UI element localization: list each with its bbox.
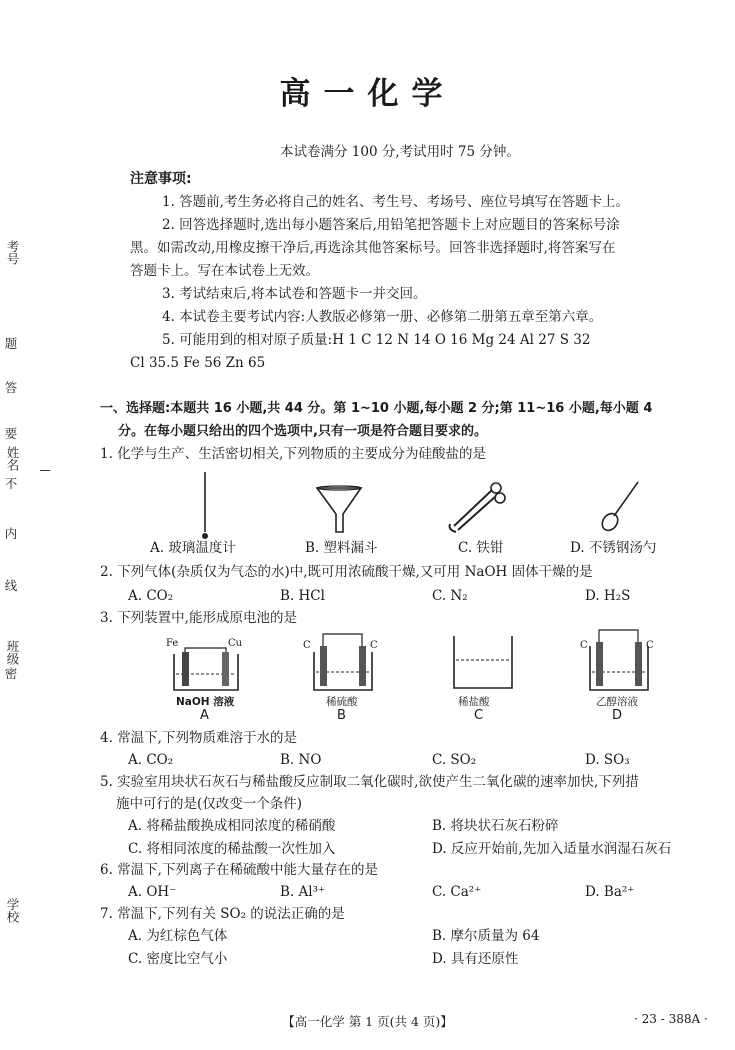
cell-a-right-electrode: Cu <box>228 638 243 649</box>
q7-option-a: A. 为红棕色气体 <box>128 928 228 944</box>
cell-b-right-electrode: C <box>370 640 378 651</box>
side-char-feng: 密 <box>4 666 18 681</box>
side-char-xian: 线 <box>4 578 18 593</box>
notice-line-7: 5. 可能用到的相对原子质量:H 1 C 12 N 14 O 16 Mg 24 Al 27 S 32 <box>162 332 591 348</box>
q1-option-c: C. 铁钳 <box>458 540 504 556</box>
notice-line-8: Cl 35.5 Fe 56 Zn 65 <box>130 355 266 371</box>
side-xingming-label: 姓名 <box>5 446 20 471</box>
q7-option-b: B. 摩尔质量为 64 <box>432 928 540 944</box>
q7-stem: 7. 常温下,下列有关 SO₂ 的说法正确的是 <box>100 906 345 922</box>
side-char-bu: 不 <box>4 476 18 491</box>
cell-d-letter: D <box>612 708 623 723</box>
side-banji-label: 班级 <box>5 640 20 665</box>
q2-stem: 2. 下列气体(杂质仅为气态的水)中,既可用浓硫酸干燥,又可用 NaOH 固体干燥的是 <box>100 564 593 580</box>
q7-option-c: C. 密度比空气小 <box>128 951 228 967</box>
notice-line-1: 1. 答题前,考生务必将自己的姓名、考生号、考场号、座位号填写在答题卡上。 <box>162 194 629 210</box>
spoon-icon <box>600 480 644 532</box>
q4-stem: 4. 常温下,下列物质难溶于水的是 <box>100 730 297 746</box>
page-title: 高一化学 <box>279 76 456 112</box>
cell-b-letter: B <box>337 708 346 723</box>
cell-a-letter: A <box>200 708 209 723</box>
side-char-da: 答 <box>4 380 18 395</box>
tongs-icon <box>446 478 506 532</box>
q4-option-d: D. SO₃ <box>585 752 630 768</box>
notice-heading: 注意事项: <box>130 171 192 187</box>
section-heading-line-1: 一、选择题:本题共 16 小题,共 44 分。第 1~10 小题,每小题 2 分;第 11~16 小题,每小题 4 <box>100 401 653 416</box>
side-mark-line <box>40 470 50 471</box>
q5-stem-line-1: 5. 实验室用块状石灰石与稀盐酸反应制取二氧化碳时,欲使产生二氧化碳的速率加快,下列措 <box>100 774 639 790</box>
q4-option-c: C. SO₂ <box>432 752 477 768</box>
notice-line-2: 2. 回答选择题时,选出每小题答案后,用铅笔把答题卡上对应题目的答案标号涂 <box>162 217 620 233</box>
q2-option-d: D. H₂S <box>585 588 631 604</box>
q2-option-c: C. N₂ <box>432 588 468 604</box>
side-char-nei: 内 <box>4 526 18 541</box>
q1-stem: 1. 化学与生产、生活密切相关,下列物质的主要成分为硅酸盐的是 <box>100 446 486 462</box>
side-char-yao: 要 <box>4 426 18 441</box>
side-char-ti: 题 <box>4 336 18 351</box>
q4-option-a: A. CO₂ <box>128 752 174 768</box>
q4-option-b: B. NO <box>280 752 322 768</box>
q7-option-d: D. 具有还原性 <box>432 951 519 967</box>
exam-subtitle: 本试卷满分 100 分,考试用时 75 分钟。 <box>280 144 520 160</box>
q6-stem: 6. 常温下,下列离子在稀硫酸中能大量存在的是 <box>100 862 378 878</box>
page-footer: 【高一化学 第 1 页(共 4 页)】 <box>282 1014 453 1029</box>
cell-d-solution: 乙醇溶液 <box>596 696 638 708</box>
thermometer-icon <box>198 470 212 542</box>
cell-d-diagram <box>588 628 650 694</box>
q2-option-a: A. CO₂ <box>128 588 174 604</box>
cell-c-letter: C <box>474 708 484 723</box>
cell-c-diagram <box>452 632 514 692</box>
q5-option-d: D. 反应开始前,先加入适量水润湿石灰石 <box>432 841 672 857</box>
q6-option-c: C. Ca²⁺ <box>432 884 482 900</box>
cell-b-diagram <box>312 630 374 694</box>
cell-a-solution: NaOH 溶液 <box>176 696 235 708</box>
cell-b-solution: 稀硫酸 <box>326 696 358 708</box>
q1-option-b: B. 塑料漏斗 <box>305 540 378 556</box>
notice-line-4: 答题卡上。写在本试卷上无效。 <box>130 263 319 279</box>
q1-option-a: A. 玻璃温度计 <box>150 540 236 556</box>
q6-option-a: A. OH⁻ <box>128 884 177 900</box>
notice-line-6: 4. 本试卷主要考试内容:人教版必修第一册、必修第二册第五章至第六章。 <box>162 309 603 325</box>
q6-option-d: D. Ba²⁺ <box>585 884 635 900</box>
cell-c-solution: 稀盐酸 <box>458 696 490 708</box>
cell-b-left-electrode: C <box>303 640 311 651</box>
q5-stem-line-2: 施中可行的是(仅改变一个条件) <box>116 796 303 812</box>
notice-line-3: 黑。如需改动,用橡皮擦干净后,再选涂其他答案标号。回答非选择题时,将答案写在 <box>130 240 616 256</box>
q2-option-b: B. HCl <box>280 588 325 604</box>
notice-line-5: 3. 考试结束后,将本试卷和答题卡一并交回。 <box>162 286 427 302</box>
side-xuexiao-label: 学校 <box>5 898 20 923</box>
q5-option-a: A. 将稀盐酸换成相同浓度的稀硝酸 <box>128 818 336 834</box>
side-kaohao-label: 考号 <box>5 240 20 265</box>
section-heading-line-2: 分。在每小题只给出的四个选项中,只有一项是符合题目要求的。 <box>118 424 487 439</box>
q1-option-d: D. 不锈钢汤勺 <box>570 540 657 556</box>
q5-option-b: B. 将块状石灰石粉碎 <box>432 818 559 834</box>
q3-stem: 3. 下列装置中,能形成原电池的是 <box>100 610 297 626</box>
q5-option-c: C. 将相同浓度的稀盐酸一次性加入 <box>128 841 336 857</box>
cell-a-diagram <box>170 648 242 694</box>
funnel-icon <box>315 484 363 536</box>
q6-option-b: B. Al³⁺ <box>280 884 326 900</box>
exam-code: · 23 - 388A · <box>634 1012 708 1026</box>
cell-a-left-electrode: Fe <box>166 638 179 649</box>
cell-d-left-electrode: C <box>580 640 588 651</box>
cell-d-right-electrode: C <box>646 640 654 651</box>
